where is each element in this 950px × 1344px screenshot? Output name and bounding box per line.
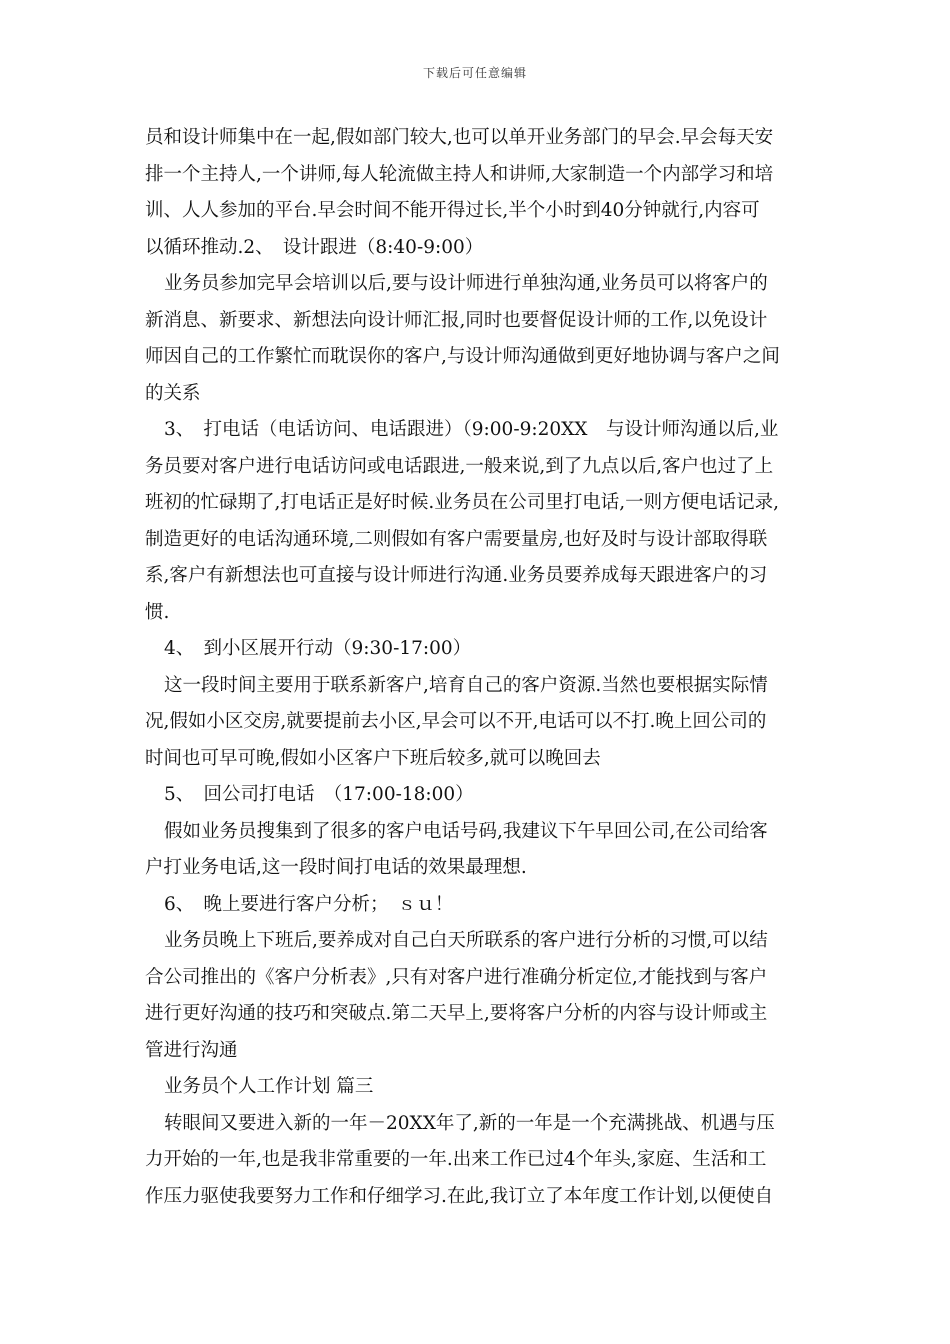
text-line: 业务员晚上下班后,要养成对自己白天所联系的客户进行分析的习惯,可以结 <box>164 930 768 951</box>
text-line: 管进行沟通 <box>145 1039 238 1061</box>
text-line: 训、人人参加的平台.早会时间不能开得过长,半个小时到40分钟就行,内容可 <box>145 200 760 221</box>
text-line: 3、 打电话（电话访问、电话跟进）（9:00-9:20XX 与设计师沟通以后,业 <box>164 419 779 440</box>
text-line: 师因自己的工作繁忙而耽误你的客户,与设计师沟通做到更好地协调与客户之间 <box>145 346 780 367</box>
text-line: 时间也可早可晚,假如小区客户下班后较多,就可以晚回去 <box>145 747 601 769</box>
text-line: 这一段时间主要用于联系新客户,培育自己的客户资源.当然也要根据实际情 <box>164 674 768 696</box>
text-line: 惯. <box>145 601 170 623</box>
text-line: 6、 晚上要进行客户分析； ｓｕ！ <box>164 893 454 915</box>
text-line: 户打业务电话,这一段时间打电话的效果最理想. <box>145 857 527 878</box>
text-line: 合公司推出的《客户分析表》,只有对客户进行准确分析定位,才能找到与客户 <box>145 966 768 988</box>
text-line: 业务员参加完早会培训以后,要与设计师进行单独沟通,业务员可以将客户的 <box>164 273 768 294</box>
text-line: 作压力驱使我要努力工作和仔细学习.在此,我订立了本年度工作计划,以便使自 <box>145 1185 774 1207</box>
text-line: 新消息、新要求、新想法向设计师汇报,同时也要督促设计师的工作,以免设计 <box>145 309 768 331</box>
text-line: 务员要对客户进行电话访问或电话跟进,一般来说,到了九点以后,客户也过了上 <box>145 455 774 477</box>
text-line: 4、 到小区展开行动（9:30-17:00） <box>164 638 472 659</box>
text-line: 制造更好的电话沟通环境,二则假如有客户需要量房,也好及时与设计部取得联 <box>145 528 768 550</box>
text-line: 业务员个人工作计划 篇三 <box>164 1076 374 1097</box>
text-line: 力开始的一年,也是我非常重要的一年.出来工作已过4个年头,家庭、生活和工 <box>145 1149 767 1170</box>
text-line: 转眼间又要进入新的一年－20XX年了,新的一年是一个充满挑战、机遇与压 <box>164 1112 775 1134</box>
text-line: 员和设计师集中在一起,假如部门较大,也可以单开业务部门的早会.早会每天安 <box>145 127 774 148</box>
text-line: 系,客户有新想法也可直接与设计师进行沟通.业务员要养成每天跟进客户的习 <box>145 565 768 586</box>
text-line: 的关系 <box>145 382 201 404</box>
document-body <box>145 120 815 1215</box>
page-header-note: 下载后可任意编辑 <box>422 66 527 80</box>
text-line: 进行更好沟通的技巧和突破点.第二天早上,要将客户分析的内容与设计师或主 <box>145 1003 768 1024</box>
text-line: 况,假如小区交房,就要提前去小区,早会可以不开,电话可以不打.晚上回公司的 <box>145 711 767 732</box>
text-line: 假如业务员搜集到了很多的客户电话号码,我建议下午早回公司,在公司给客 <box>164 820 768 842</box>
text-line: 以循环推动.2、 设计跟进（8:40-9:00） <box>145 236 484 258</box>
text-line: 班初的忙碌期了,打电话正是好时候.业务员在公司里打电话,一则方便电话记录, <box>145 492 780 513</box>
text-line: 5、 回公司打电话 （17:00-18:00） <box>164 784 474 805</box>
text-line: 排一个主持人,一个讲师,每人轮流做主持人和讲师,大家制造一个内部学习和培 <box>145 163 774 185</box>
